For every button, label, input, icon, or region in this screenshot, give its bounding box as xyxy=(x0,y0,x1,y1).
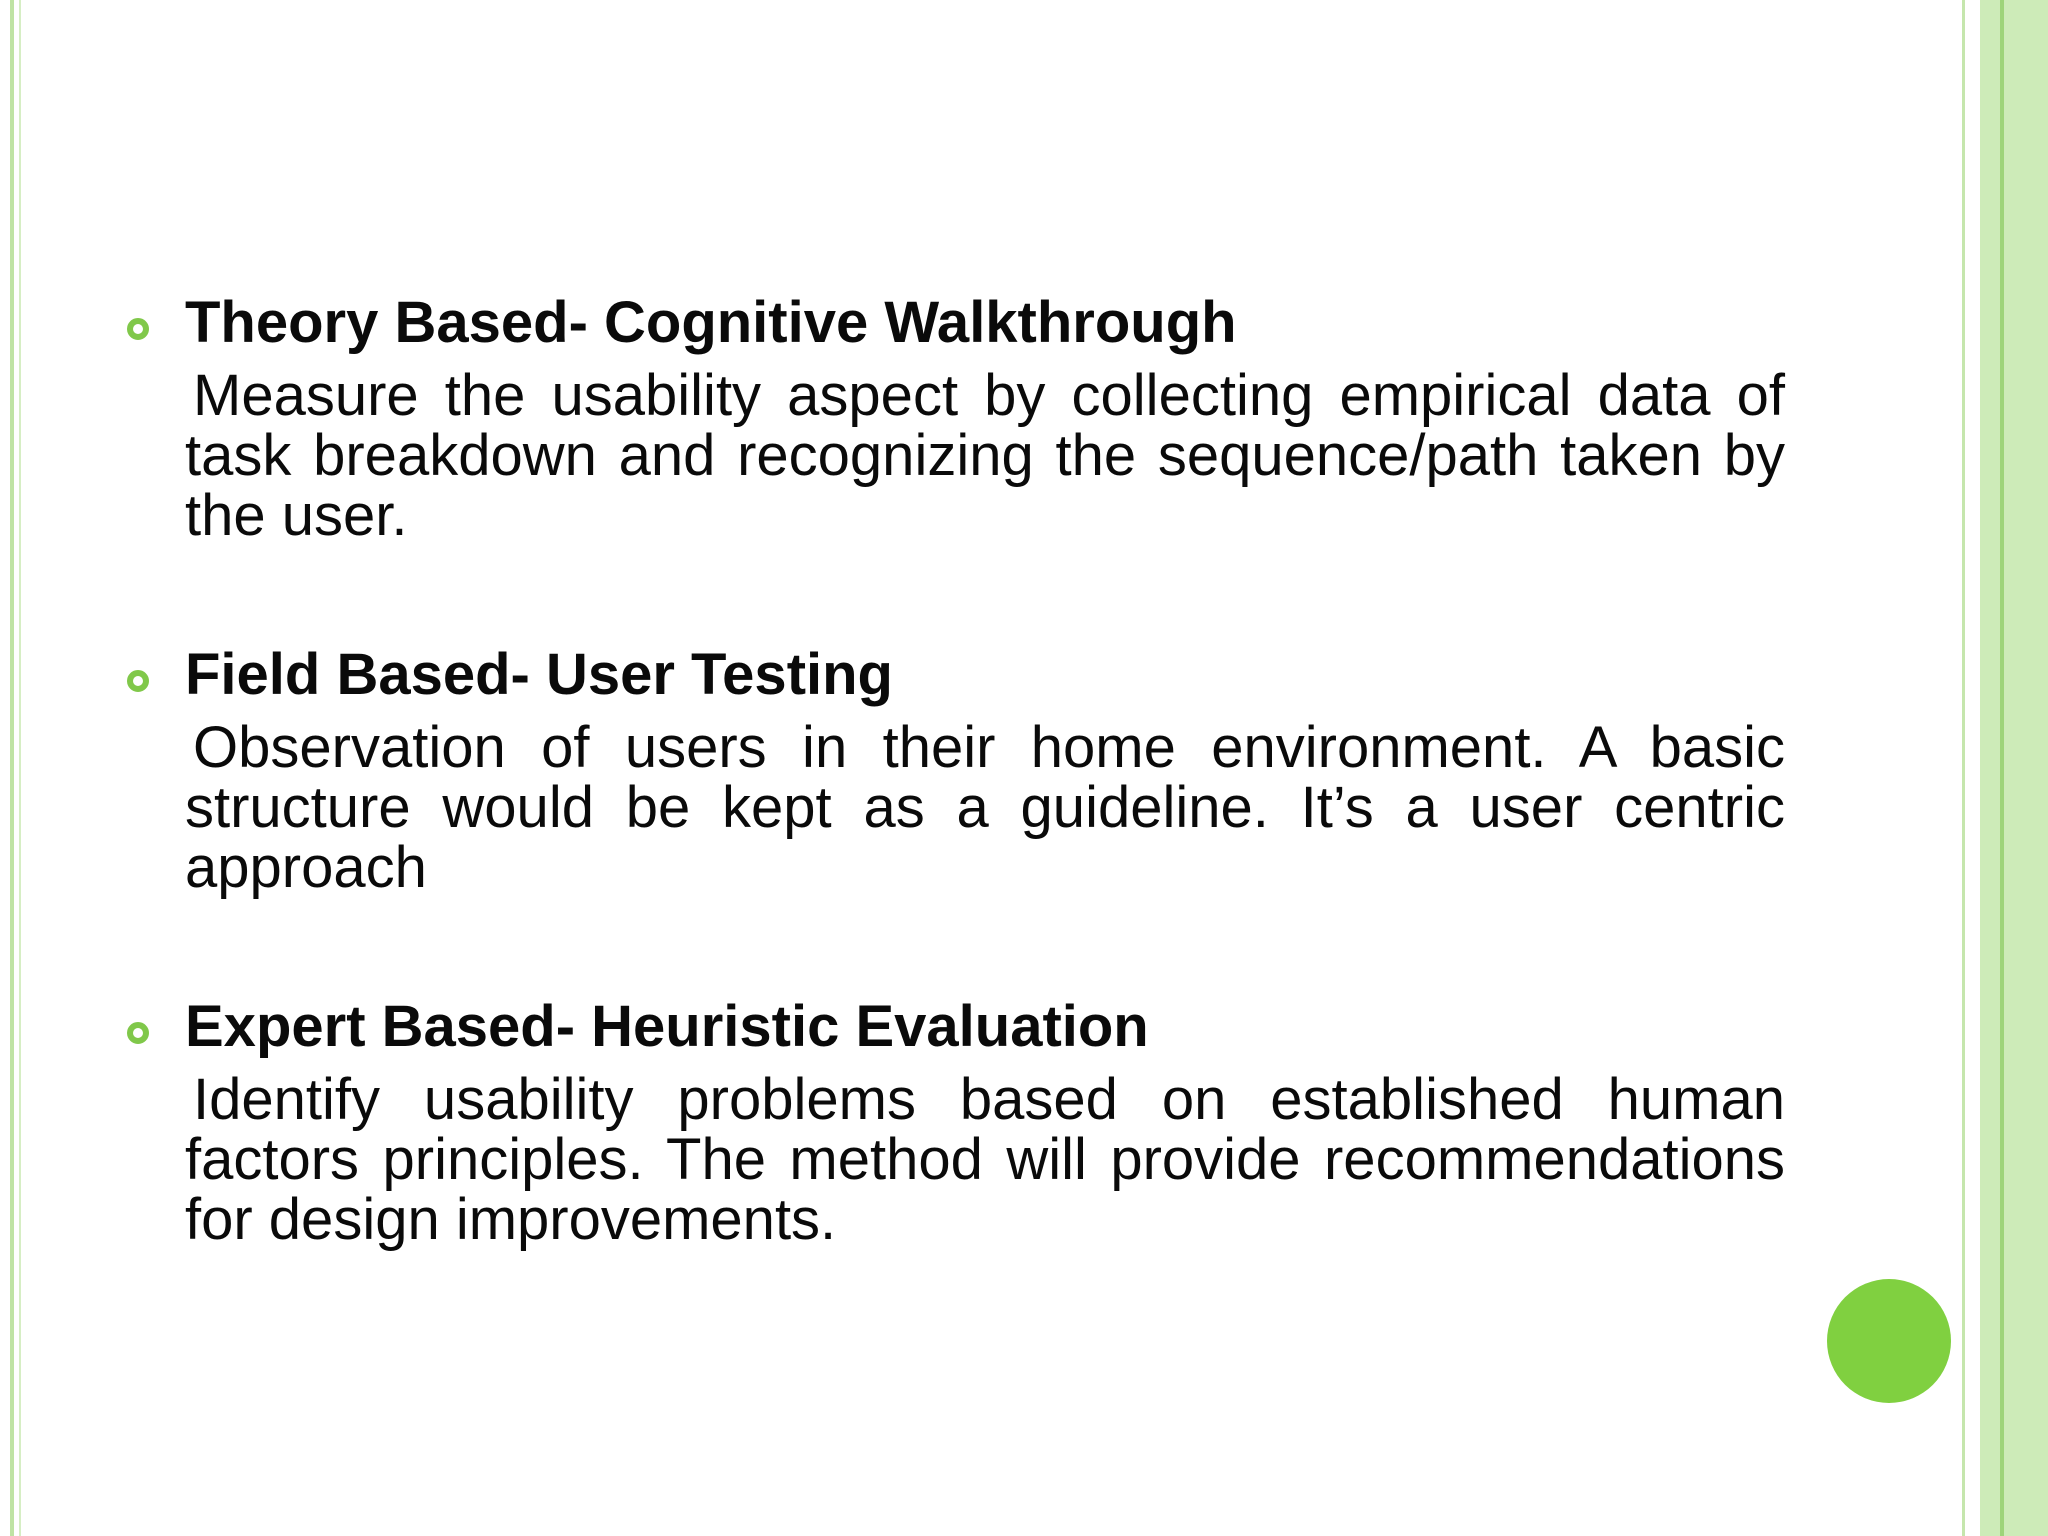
bullet-heading: Theory Based- Cognitive Walkthrough xyxy=(185,290,1237,355)
hollow-circle-bullet-icon xyxy=(127,1022,149,1044)
filled-circle-icon xyxy=(1827,1279,1951,1403)
bullet-description: Observation of users in their home environment. A basic structure would be kept as a guideline. It’s a user centric approach xyxy=(185,715,1785,900)
bullet-description: Identify usability problems based on established human factors principles. The method will provide recommendations for design improvements. xyxy=(185,1067,1785,1252)
hollow-circle-bullet-icon xyxy=(127,318,149,340)
hollow-circle-bullet-icon xyxy=(127,670,149,692)
bullet-heading: Field Based- User Testing xyxy=(185,642,893,707)
bullet-description: Measure the usability aspect by collecting empirical data of task breakdown and recognizing the sequence/path taken by the user. xyxy=(185,363,1785,548)
bullet-heading: Expert Based- Heuristic Evaluation xyxy=(185,994,1149,1059)
